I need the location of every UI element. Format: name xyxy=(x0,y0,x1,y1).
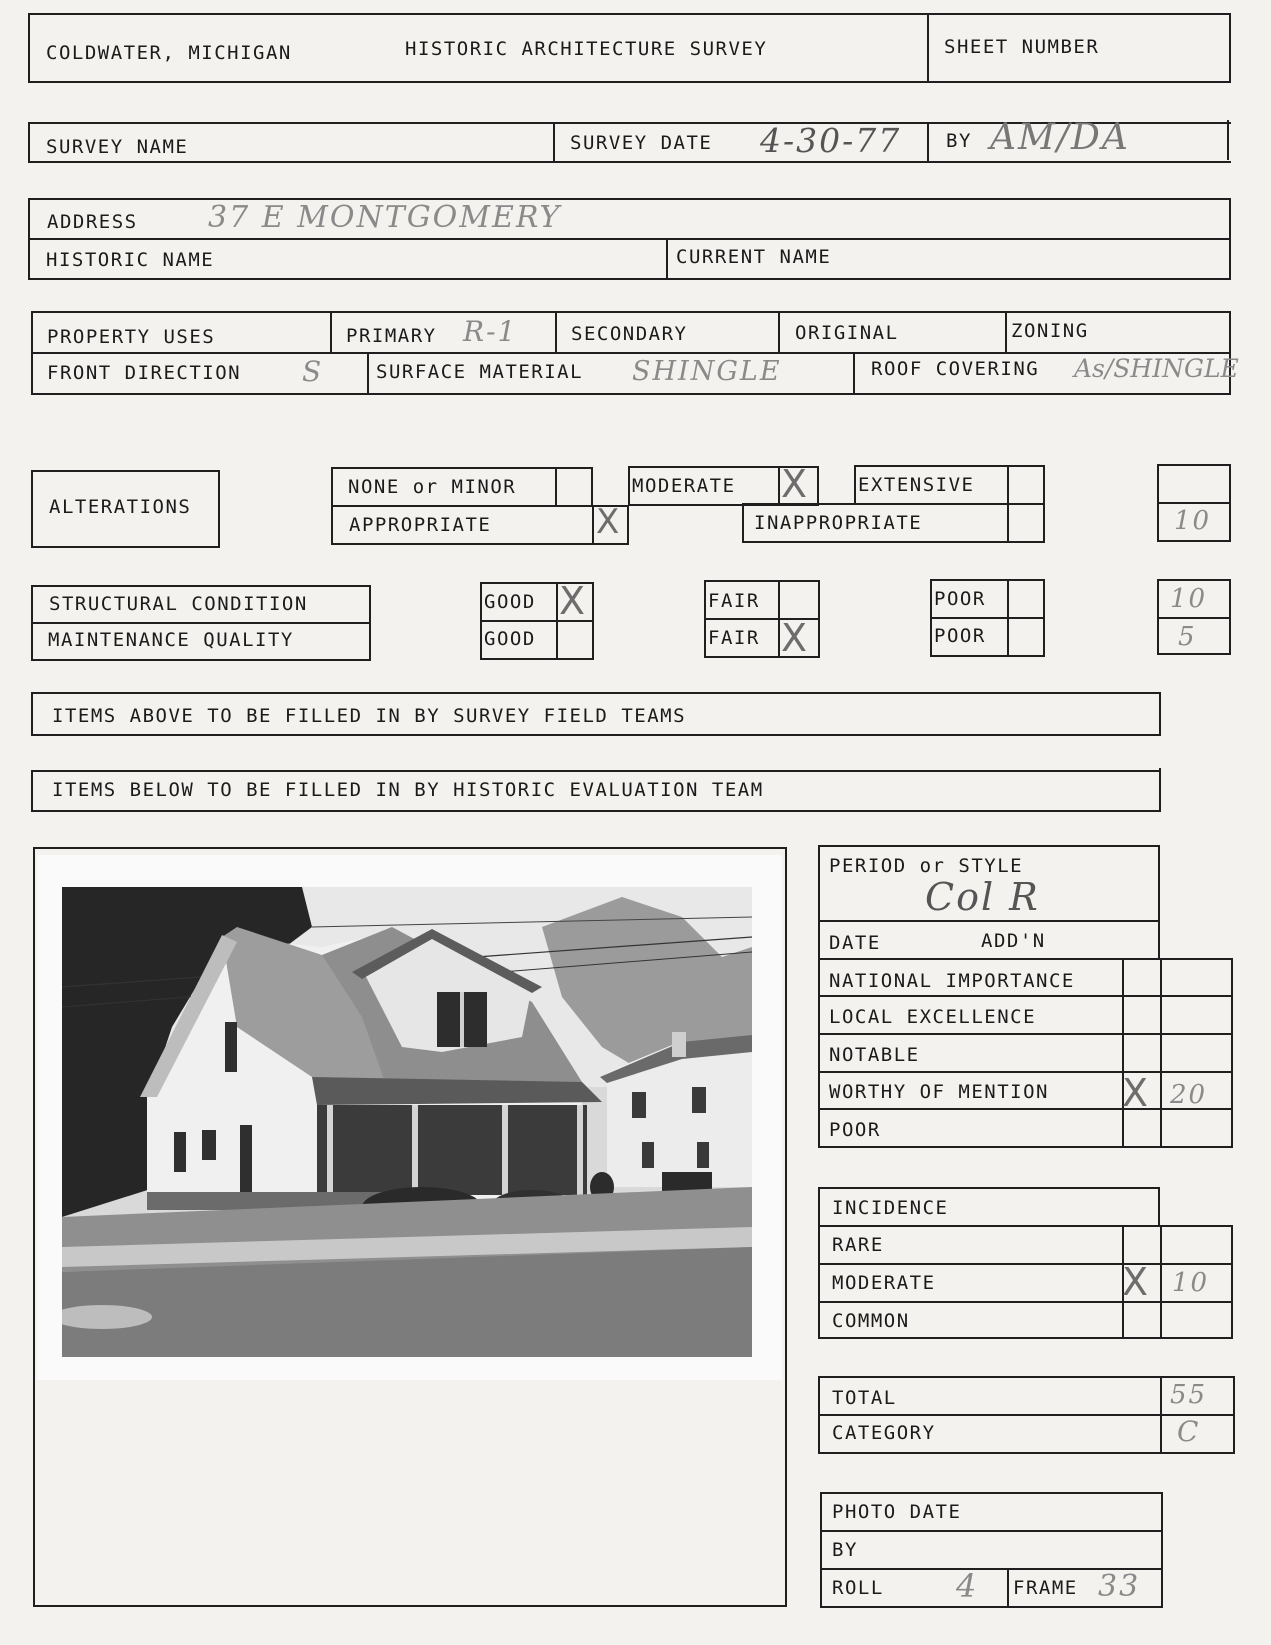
rare-label: RARE xyxy=(832,1234,884,1256)
photo-date-label: PHOTO DATE xyxy=(832,1501,962,1523)
photo-by-label: BY xyxy=(832,1539,858,1561)
frame-label: FRAME xyxy=(1013,1577,1078,1599)
category-value: C xyxy=(1177,1415,1201,1448)
frame-value: 33 xyxy=(1098,1569,1141,1604)
maintenance-fair-label: FAIR xyxy=(708,627,760,649)
secondary-label: SECONDARY xyxy=(571,323,688,345)
evaluation-team-note: ITEMS BELOW TO BE FILLED IN BY HISTORIC EVALUATION TEAM xyxy=(52,779,764,801)
zoning-label: ZONING xyxy=(1011,320,1089,342)
structural-condition-label: STRUCTURAL CONDITION xyxy=(49,593,308,615)
primary-value: R-1 xyxy=(463,315,518,348)
incidence-label: INCIDENCE xyxy=(832,1197,949,1219)
appropriate-checkmark: X xyxy=(596,502,620,542)
survey-title: HISTORIC ARCHITECTURE SURVEY xyxy=(405,38,768,60)
address-label: ADDRESS xyxy=(47,211,138,233)
structural-good-checkmark: X xyxy=(559,579,586,623)
worthy-score: 20 xyxy=(1170,1080,1208,1110)
maintenance-fair-checkmark: X xyxy=(781,616,808,660)
total-value: 55 xyxy=(1170,1380,1208,1410)
surface-material-label: SURFACE MATERIAL xyxy=(376,361,584,383)
survey-name-label: SURVEY NAME xyxy=(46,136,189,158)
incidence-moderate-checkmark: X xyxy=(1122,1260,1149,1304)
period-style-value: Col R xyxy=(925,875,1040,919)
survey-by-value: AM/DA xyxy=(990,117,1130,158)
structural-good-label: GOOD xyxy=(484,591,536,613)
surface-material-value: SHINGLE xyxy=(632,356,782,387)
front-direction-label: FRONT DIRECTION xyxy=(47,362,242,384)
structural-poor-label: POOR xyxy=(934,588,986,610)
original-label: ORIGINAL xyxy=(795,322,899,344)
worthy-of-mention-label: WORTHY OF MENTION xyxy=(829,1081,1049,1103)
notable-label: NOTABLE xyxy=(829,1044,920,1066)
property-uses-label: PROPERTY USES xyxy=(47,326,216,348)
category-label: CATEGORY xyxy=(832,1422,936,1444)
field-teams-note: ITEMS ABOVE TO BE FILLED IN BY SURVEY FIELD TEAMS xyxy=(52,705,687,727)
house-photo xyxy=(62,887,752,1357)
incidence-moderate-label: MODERATE xyxy=(832,1272,936,1294)
roll-value: 4 xyxy=(956,1567,979,1605)
total-label: TOTAL xyxy=(832,1387,897,1409)
structural-fair-label: FAIR xyxy=(708,590,760,612)
historic-name-label: HISTORIC NAME xyxy=(46,249,215,271)
roof-covering-value: As/SHINGLE xyxy=(1074,354,1239,383)
common-label: COMMON xyxy=(832,1310,910,1332)
moderate-checkmark: X xyxy=(781,462,808,506)
inappropriate-label: INAPPROPRIATE xyxy=(754,512,923,534)
local-excellence-label: LOCAL EXCELLENCE xyxy=(829,1006,1037,1028)
survey-date-value: 4-30-77 xyxy=(760,121,902,160)
national-importance-label: NATIONAL IMPORTANCE xyxy=(829,970,1075,992)
primary-label: PRIMARY xyxy=(346,325,437,347)
incidence-moderate-score: 10 xyxy=(1172,1268,1210,1298)
city-label: COLDWATER, MICHIGAN xyxy=(46,42,292,64)
date-label: DATE xyxy=(829,932,881,954)
evaluation-poor-label: POOR xyxy=(829,1119,881,1141)
address-value: 37 E MONTGOMERY xyxy=(208,200,562,235)
maintenance-poor-label: POOR xyxy=(934,625,986,647)
alterations-label: ALTERATIONS xyxy=(49,496,192,518)
extensive-label: EXTENSIVE xyxy=(858,474,975,496)
none-minor-label: NONE or MINOR xyxy=(348,476,517,498)
appropriate-label: APPROPRIATE xyxy=(349,514,492,536)
survey-date-label: SURVEY DATE xyxy=(570,132,713,154)
survey-by-label: BY xyxy=(946,130,972,152)
alterations-score: 10 xyxy=(1174,506,1212,536)
roof-covering-label: ROOF COVERING xyxy=(871,358,1040,380)
maintenance-good-label: GOOD xyxy=(484,628,536,650)
roll-label: ROLL xyxy=(832,1577,884,1599)
structural-score: 10 xyxy=(1170,584,1208,614)
maintenance-quality-label: MAINTENANCE QUALITY xyxy=(48,629,294,651)
moderate-label: MODERATE xyxy=(632,475,736,497)
period-style-label: PERIOD or STYLE xyxy=(829,855,1024,877)
date-value: ADD'N xyxy=(981,930,1046,952)
front-direction-value: S xyxy=(302,355,324,388)
sheet-number-label: SHEET NUMBER xyxy=(944,36,1100,58)
current-name-label: CURRENT NAME xyxy=(676,246,832,268)
worthy-checkmark: X xyxy=(1122,1071,1149,1115)
maintenance-score: 5 xyxy=(1178,622,1197,652)
